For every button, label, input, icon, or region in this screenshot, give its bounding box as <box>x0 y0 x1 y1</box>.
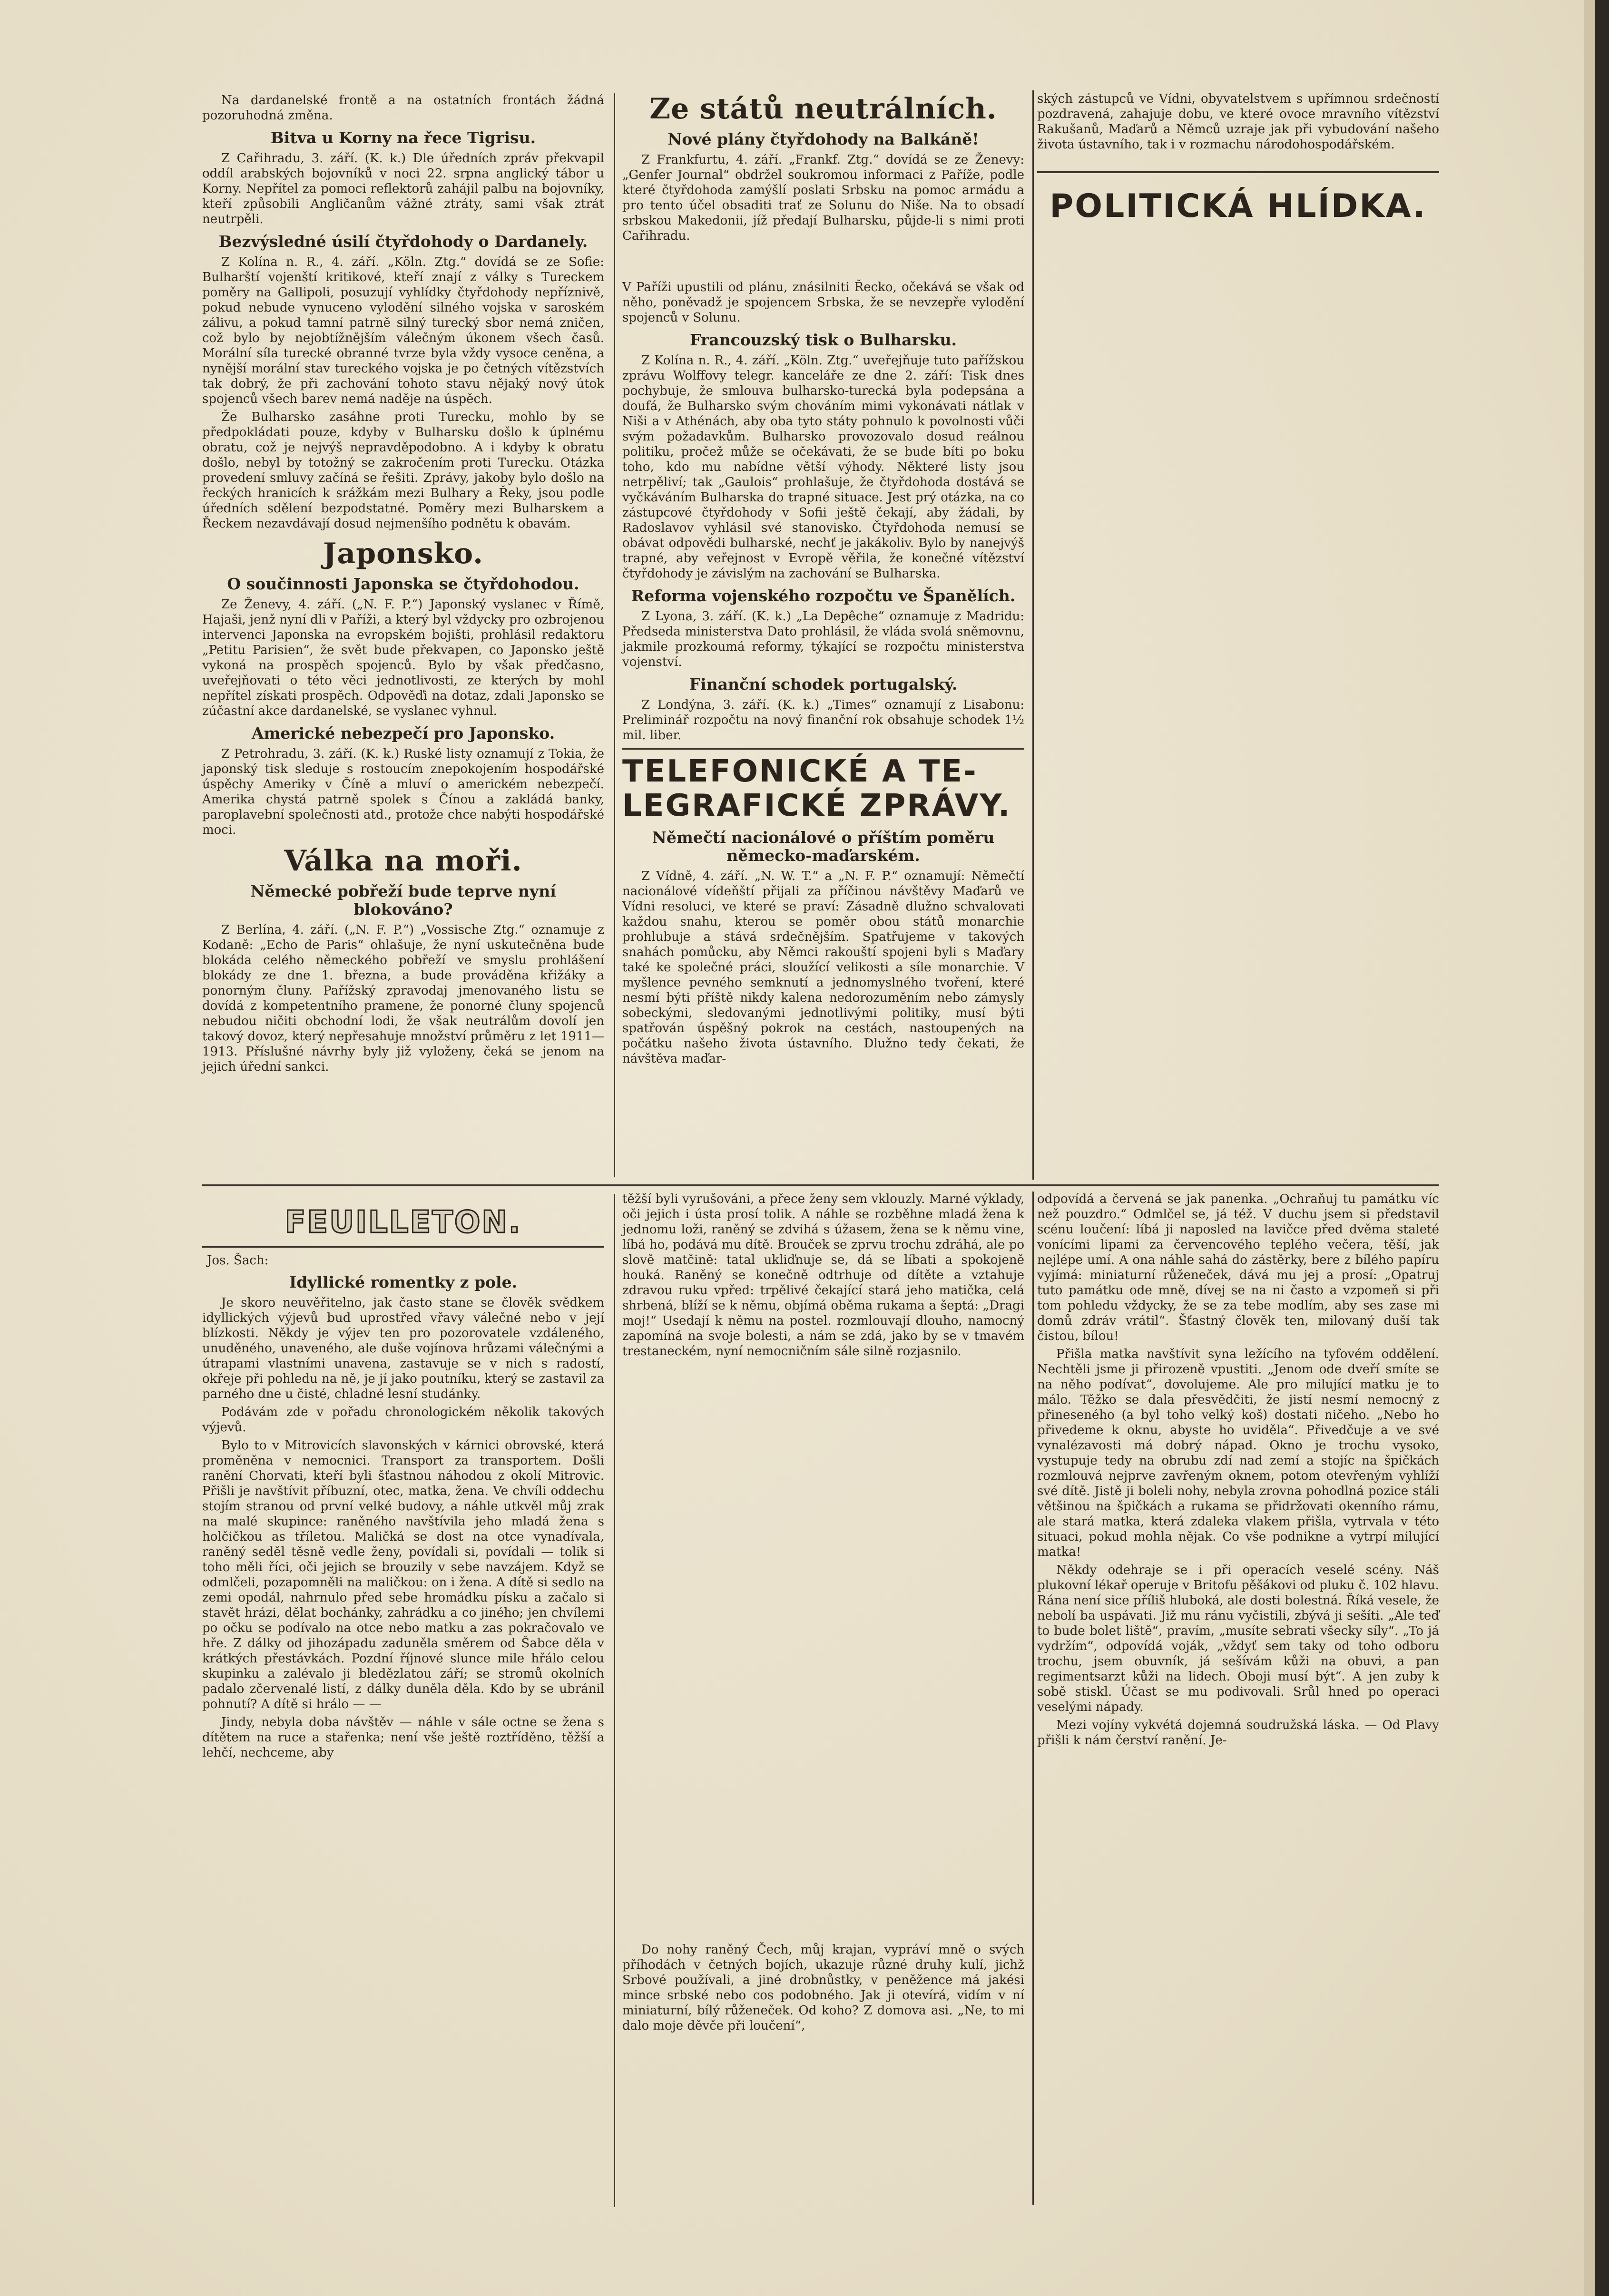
column-divider-1 <box>614 93 615 1177</box>
japonsko-article: Ze Ženevy, 4. září. („N. F. P.“) Japonský vyslanec v Římě, Hajaši, jenž nyní dli v Paříži, a který byl vždycky pro ozbrojenou intervenci Japonska na evropském bojišti, prohlásil redaktoru „Petitu Parisien“, že svět bude překvapen, co Japonsko ještě vykoná na prospěch spojenců. Bylo by však předčasno, uveřejňovati o této věci jednotlivosti, ze kterých by mohl nepřítel získati prospěch. Odpověďi na dotaz, zdali Japonsko se zúčastní akce dardanelské, se vyslanec vyhnul. <box>202 597 604 718</box>
feuilleton-divider-1 <box>614 1194 615 2207</box>
americke-article: Z Petrohradu, 3. září. (K. k.) Ruské listy oznamují z Tokia, že japonský tisk sleduje s rostoucím znepokojením hospodářské úspěchy Ameriky v Číně a mluví o americkém nebezpečí. Amerika chystá patrně spolek s Čínou a zakládá banky, paroplavební společnosti atd., protože chce nabýti hospodářské moci. <box>202 747 604 837</box>
japonsko-subheadline: O součinnosti Japonska se čtyřdohodou. <box>227 575 579 593</box>
feuilleton-author: Jos. Šach: <box>207 1253 269 1268</box>
feuilleton-c1-p1: Je skoro neuvěřitelno, jak často stane se člověk svědkem idyllických výjevů bud uprostřed vřavy válečné nebo v její blízkosti. Někdy je výjev ten pro pozorovatele vzdáleného, unuděného, unaveného, ale duše vojínova hrůzami válečnými a útrapami vlastními unavena, zastavuje se v nich s radostí, okřeje při pohledu na ně, je jí jako poutníku, který se zastavil za parného dne u čisté, chladné lesní studánky. <box>202 1296 604 1401</box>
telegraf-rule <box>622 748 1024 750</box>
feuilleton-separator <box>202 1184 1439 1186</box>
balkan-article: Z Frankfurtu, 4. září. „Frankf. Ztg.“ dovídá se ze Ženevy: „Genfer Journal“ obdržel soukromou informaci z Paříže, podle které čtyřdohoda zamýšlí poslati Srbsku na pomoc armádu a pro tento účel obsaditi trať ze Solunu do Niše. Na to obsadí srbskou Makedonii, jíž předají Bulharsku, půjde-li s nimi proti Cařihradu. <box>622 153 1024 243</box>
feuilleton-column-3 <box>1037 1192 1439 1751</box>
japonsko-headline: Japonsko. <box>323 537 484 570</box>
feuilleton-c3-p4: Mezi vojíny vykvétá dojemná soudružská láska. — Od Plavy přišli k nám čerství ranění. Je- <box>1037 1718 1439 1748</box>
financni-headline: Finanční schodek portugalský. <box>689 675 958 694</box>
feuilleton-divider-2 <box>1032 1192 1034 2205</box>
feuilleton-banner: FEUILLETON. <box>285 1205 522 1240</box>
nemci-headline: Němečtí nacionálové o příštím poměru německo-maďarském. <box>652 828 995 865</box>
valka-article: Z Berlína, 4. září. („N. F. P.“) „Vossische Ztg.“ oznamuje z Kodaně: „Echo de Paris“ ohlašuje, že nyní uskutečněna bude blokáda celého německého pobřeží ve smyslu prohlášení blokády ze dne 1. března, a bude prováděna křižáky a ponorným čluny. Pařížský zpravodaj jmenovaného listu se dovídá z kompetentního pramene, že ponorné čluny spojenců nebudou ničiti obchodní lodi, že však neutrálům dovolí jen takový dovoz, který nepřesahuje množství průměru z let 1911—1913. Příslušné návrhy byly již vyloženy, čeká se jenom na jejich úřední sankci. <box>202 923 604 1074</box>
dardanely-headline: Bezvýsledné úsilí čtyřdohody o Dardanely. <box>218 232 588 251</box>
balkan-article-tail: V Paříži upustili od plánu, znásilniti Řecko, očekává se však od něho, poněvadž je spojencem Srbska, že se nevzepře vylodění spojenců v Solunu. <box>622 280 1024 325</box>
column-3 <box>1037 91 1439 225</box>
feuilleton-c2-gap <box>622 1362 1024 1942</box>
telegraf-banner-line2: LEGRAFICKÉ ZPRÁVY. <box>622 788 1011 823</box>
nemci-article-continued: ských zástupců ve Vídni, obyvatelstvem s upřímnou srdečností pozdravená, zahajuje dobu, ve které ovoce mravního vítězství Rakušanů, Maďarů a Němců uzraje jak při vybudování našeho života ústavního, tak i v rozmachu národohospodářském. <box>1037 92 1439 152</box>
nemci-article: Z Vídně, 4. září. „N. W. T.“ a „N. F. P.“ oznamují: Němečtí nacionálové vídeňští přijali za příčinou návštěvy Maďarů ve Vídni resoluci, ve které se praví: Zásadně dlužno schvalovati každou snahu, kterou se poměr obou států monarchie prohlubuje a stává srdečnějším. Spatřujeme v takových snahách pomůcku, aby Němci rakouští spojeni byli s Maďary také ke společné práci, sloužící velikosti a síle monarchie. V myšlence pevného semknutí a jednomyslného tvoření, které nesmí býti příště nikdy kalena nedorozuměním nebo zámysly sobeckými, sledovanými jednotlivými politiky, musí býti spatřován úspěšný pokrok na cestách, nastoupených na počátku našeho života ústavního. Dlužno tedy čekati, že návštěva maďar- <box>622 869 1024 1066</box>
feuilleton-c3-p2: Přišla matka navštívit syna ležícího na tyfovém oddělení. Nechtěli jsme ji přirozeně vpustiti. „Jenom ode dveří smíte se na něho podívat“, dovolujeme. Ale pro milující matku je to málo. Těžko se dala přesvědčiti, že jistí nesmí nemocný z přineseného (a byl toho velký koš) dostati ničeho. „Nebo ho přivedeme k oknu, abyste ho uviděla“. Přivedčuje a ve své vynalézavosti má dobrý nápad. Okno je trochu vysoko, vystupuje tedy na obrubu zdí nad zemí a stojíc na špičkách rozmlouvá nejprve zavřeným oknem, potom otevřeným vyhlíží své dítě. Jistě ji boleli nohy, nebyla zrovna pohodlná pozice stáli většinou na špičkách a rukama se přidržovati okenního rámu, ale stará matka, která zdaleka vlakem přišla, vytrvala v této situaci, pokud mohla nějak. Co vše podnikne a vytrpí milující matka! <box>1037 1347 1439 1559</box>
column-divider-2 <box>1032 90 1034 1180</box>
korna-headline: Bitva u Korny na řece Tigrisu. <box>270 128 536 147</box>
valka-headline: Válka na moři. <box>284 844 522 878</box>
column-1 <box>202 93 604 1077</box>
politicka-rule <box>1037 171 1439 173</box>
financni-article: Z Londýna, 3. září. (K. k.) „Times“ oznamují z Lisabonu: Preliminář rozpočtu na nový finanční rok obsahuje schodek 1½ mil. liber. <box>622 698 1024 743</box>
dardanely-intro: Na dardanelské frontě a na ostatních frontách žádná pozoruhodná změna. <box>202 93 604 123</box>
feuilleton-c3-p1: odpovídá a červená se jak panenka. „Ochraňuj tu památku víc než pouzdro.“ Odmlčel se, já též. V duchu jsem si představil scénu loučení: líbá ji naposled na lavičce před dvěma staleté vonícími lipami za červencového teplého večera, těší, jak nejlépe umí. A ona náhle sahá do zástěrky, bere z bílého papíru vyjímá: miniaturní růženeček, dává mu jej a prosí: „Opatruj tuto památku ode mně, dívej se na ni často a vzpomeň si při tom pohledu vždycky, že se za tebe modlím, aby ses zase mi domů zdráv vrátil“. Šťastný člověk ten, milovaný duší tak čistou, bílou! <box>1037 1192 1439 1343</box>
feuilleton-column-1 <box>202 1194 604 1763</box>
francouzsky-headline: Francouzský tisk o Bulharsku. <box>690 331 957 349</box>
feuilleton-title: Idyllické romentky z pole. <box>289 1273 518 1291</box>
korna-article: Z Cařihradu, 3. září. (K. k.) Dle úředních zpráv překvapil oddíl arabských bojovníků v noci 22. srpna anglický tábor u Korny. Nepřítel za pomoci reflektorů zahájil palbu na bojovníky, kteří způsobili Angličanům vážné ztráty, sami však ztrát neutrpěli. <box>202 151 604 226</box>
americke-headline: Americké nebezpečí pro Japonsko. <box>251 724 555 743</box>
feuilleton-column-2 <box>622 1192 1024 2036</box>
politicka-hlidka-banner: POLITICKÁ HLÍDKA. <box>1050 187 1427 225</box>
page-edge-binding <box>1595 0 1609 2296</box>
balkan-headline: Nové plány čtyřdohody na Balkáně! <box>667 130 979 148</box>
censored-gap <box>622 246 1024 280</box>
feuilleton-c3-p3: Někdy odehraje se i při operacích veselé scény. Náš plukovní lékař operuje v Britofu pěšákovi od pluku č. 102 hlavu. Rána není sice příliš hluboká, ale dosti bolestná. Říká vesele, že nebolí ba uspávati. Již mu ránu vyčistili, zbývá ji sešíti. „Ale teď to bude bolet liště“, pravím, „musíte sebrati všecky síly“. „To já vydržím“, odpovídá voják, „vždyť sem taky od toho odboru trochu, jsem obuvník, já sešívám kůži na obuvi, a pan regimentsarzt kůži na lidech. Oboji musí být“. A jen zuby k sobě stiskl. Účast se mu podivovali. Srůl hned po operaci veselými nápady. <box>1037 1563 1439 1714</box>
francouzsky-article: Z Kolína n. R., 4. září. „Köln. Ztg.“ uveřejňuje tuto pařížskou zprávu Wolffovy telegr. kanceláře ze dne 2. září: Tisk dnes pochybuje, že smlouva bulharsko-turecká byla podepsána a doufá, že Bulharsko svým chováním mimi vykonávati nátlak v Niši a v Athénách, aby oba tyto státy pohnulo k povolnosti vůči svým požadavkům. Bulharsko provozovalo dosud reálnou politiku, pročež může se očekávati, že se bude bíti po boku toho, kdo mu nabídne větší výhody. Některé listy jsou netrpěliví; tak „Gaulois“ prohlašuje, že čtyřdohoda dostává se vyčkáváním Bulharska do trapné situace. Jest prý otázka, na co zástupcové čtyřdohody v Sofii ještě čekají, aby žádali, by Radoslavov vyhlásil své stanovisko. Čtyřdohoda nemusí se obávat odpovědi bulharské, nechť je jakákoliv. Bylo by nanejvýš trapné, aby veřejnost v Evropě věřila, že konečné vítězství čtyřdohody je závislým na zachování se Bulharska. <box>622 353 1024 581</box>
feuilleton-c1-p2: Podávám zde v pořadu chronologickém několik takových výjevů. <box>202 1405 604 1435</box>
feuilleton-c2-p2: Do nohy raněný Čech, můj krajan, vypráví mně o svých příhodách v četných bojích, ukazuje různé druhy kulí, jichž Srbové používali, a jiné drobnůstky, v peněžence má jakési mince srbské nebo cos podobného. Jak ji otevírá, vidím v ní miniaturní, bílý růženeček. Od koho? Z domova asi. „Ne, to mi dalo moje děvče při loučení“, <box>622 1943 1024 2033</box>
dardanely-article-p2: Že Bulharsko zasáhne proti Turecku, mohlo by se předpokládati pouze, kdyby v Bulharsku došlo k úplnému obratu, což je nejvýš nepravděpodobno. A i kdyby k obratu došlo, nebyl by totožný se zakročením proti Turecku. Otázka provedení smluvy začíná se řešiti. Zprávy, jakoby bylo došlo na řeckých hranicích k srážkám mezi Bulhary a Řeky, jsou podle úředních sdělení bezpodstatné. Poměry mezi Bulharskem a Řeckem nezavdávají dosud nejmenšího podnětu k obavám. <box>202 410 604 531</box>
valka-subheadline: Německé pobřeží bude teprve nyní blokováno? <box>250 882 556 918</box>
feuilleton-c2-p1: těžší byli vyrušováni, a přece ženy sem vklouzly. Marné výklady, oči jejich i ústa prosí tolik. A náhle se rozběhne mladá žena k jednomu loži, raněný se zdvihá s úžasem, žena se k němu vine, líbá ho, podává mu dítě. Brouček se zprvu trochu zdráhá, ale po slově matčině: tatal ukliďnuje se, dá se líbati a spokojeně houká. Raněný se konečně odtrhuje od dítěte a vztahuje zdravou ruku vpřed: trpělivé čekající stará jeho matička, celá shrbená, blíží se k němu, objímá oběma rukama a šeptá: „Dragi moj!“ Usedají k němu na postel. rozmlouvají dlouho, namocný zapomíná na svoje bolesti, a nám se zdá, jako by se v tmavém trestaneckém, nyní nemocničním sále silně rozjasnilo. <box>622 1192 1024 1358</box>
reforma-headline: Reforma vojenského rozpočtu ve Španělích. <box>631 586 1016 605</box>
telegraf-banner-line1: TELEFONICKÉ A TE- <box>622 754 978 789</box>
feuilleton-c1-p3: Bylo to v Mitrovicích slavonských v kárnici obrovské, která proměněna v nemocnici. Transport za transportem. Došli ranění Chorvati, kteří byli šťastnou náhodou z okolí Mitrovic. Přišli je navštívit příbuzní, otec, matka, žena. Ve chvíli oddechu stojím stranou od první velké budovy, a náhle utkvěl můj zrak na malé skupince: raněného navštívila jeho mladá žena s holčičkou as tříletou. Maličká se dost na otce vynadívala, raněný seděl těsně vedle ženy, povídali si, povídali — tolik si toho měli říci, oči jejich se brouzily v sebe navzájem. Když se odmlčeli, pozapomněli na maličkou: on i žena. A dítě si sedlo na zemi opodál, nahrnulo před sebe hromádku písku a začalo si stavět hrázi, dělat bochánky, zahrádku a co jiného; jen chvílemi po očku se podívalo na otce nebo matku a zas pokračovalo ve hře. Z dálky od jihozápadu zaduněla směrem od Šabce děla v krátkých přestávkách. Pozdní říjnové slunce mile hřálo celou skupinku a zalévalo ji bledězlatou září; se stromů okolních padalo zčervenalé listí, z dálky duněla děla. Kdo by se ubránil pohnutí? A dítě si hrálo — — <box>202 1438 604 1711</box>
neutralni-header: Ze států neutrálních. <box>649 92 997 126</box>
page-edge-shadow <box>1584 0 1595 2296</box>
feuilleton-banner-rule <box>202 1246 604 1248</box>
dardanely-article-p1: Z Kolína n. R., 4. září. „Köln. Ztg.“ dovídá se ze Sofie: Bulharští vojenští kritikové, kteří znají z války s Tureckem poměry na Gallipoli, posuzují vyhlídky čtyřdohody nepříznivě, pokud nebude vynuceno vylodění silného vojska v saroském zálivu, a pokud tamní patrně silný turecký sbor nemá zničen, což bylo by nejobtížnějším válečným úkonem všech časů. Morální síla turecké obranné tvrze byla vždy vysoce ceněna, a nynější morální stav tureckého vojska je po četných vítězstvích tak dobrý, že při zachování tohoto stavu nějaký nový útok spojenců všech barev nemá naděje na úspěch. <box>202 255 604 406</box>
feuilleton-c1-p4: Jindy, nebyla doba návštěv — náhle v sále octne se žena s dítětem na ruce a stařenka; není vše ještě roztříděno, těžší a lehčí, nechceme, aby <box>202 1715 604 1760</box>
column-2 <box>622 90 1024 1069</box>
reforma-article: Z Lyona, 3. září. (K. k.) „La Depêche“ oznamuje z Madridu: Předseda ministerstva Dato prohlásil, že vláda svolá sněmovnu, jakmile prozkoumá reformy, týkající se rozpočtu ministerstva vojenství. <box>622 609 1024 669</box>
